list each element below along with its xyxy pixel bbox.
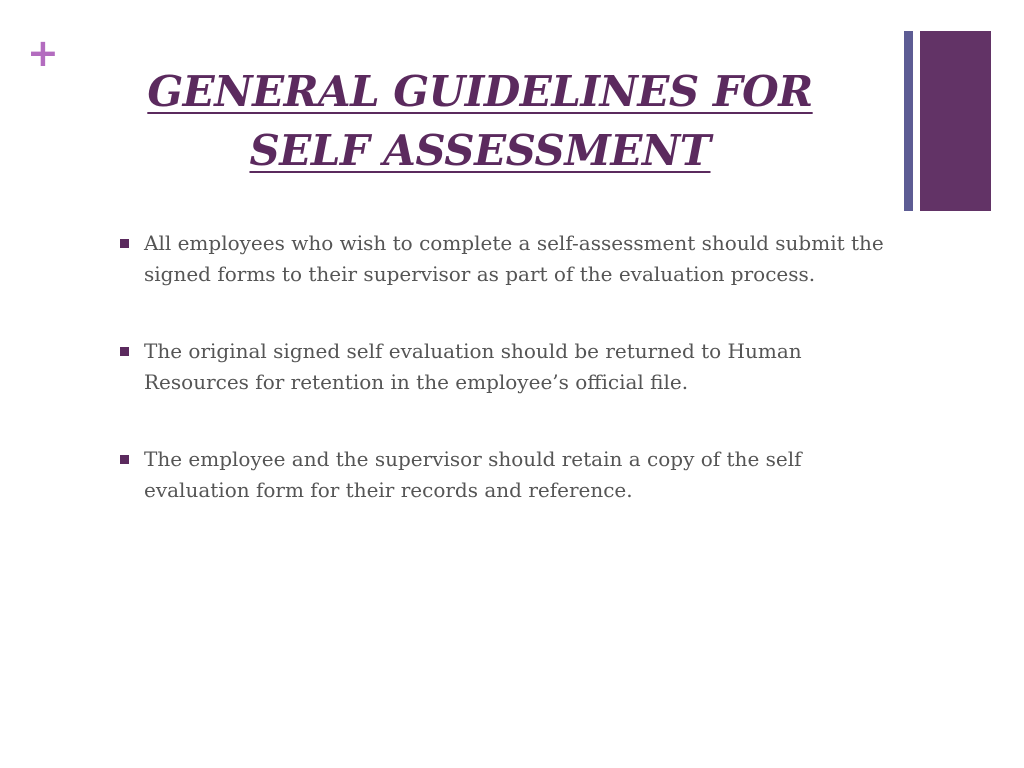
- bullet-item: [118, 336, 888, 397]
- decorative-bar-thick: [920, 31, 991, 211]
- plus-icon: +: [27, 31, 59, 75]
- square-bullet-icon: [120, 455, 129, 464]
- title-line-2: SELF ASSESSMENT: [249, 126, 711, 175]
- bullet-list: [118, 228, 888, 505]
- bullet-item: [118, 228, 888, 289]
- bullet-text: All employees who wish to complete a self-assessment should submit the signed forms to their supervisor as part of the evaluation process.: [144, 231, 884, 286]
- square-bullet-icon: [120, 347, 129, 356]
- bullet-text: The original signed self evaluation should be returned to Human Resources for retention in the employee’s official file.: [144, 339, 802, 394]
- bullet-text: The employee and the supervisor should retain a copy of the self evaluation form for their records and reference.: [144, 447, 802, 502]
- bullet-item: [118, 444, 888, 505]
- square-bullet-icon: [120, 239, 129, 248]
- decorative-bar-thin: [904, 31, 913, 211]
- title-line-1: GENERAL GUIDELINES FOR: [147, 67, 813, 116]
- slide-title: [100, 62, 860, 180]
